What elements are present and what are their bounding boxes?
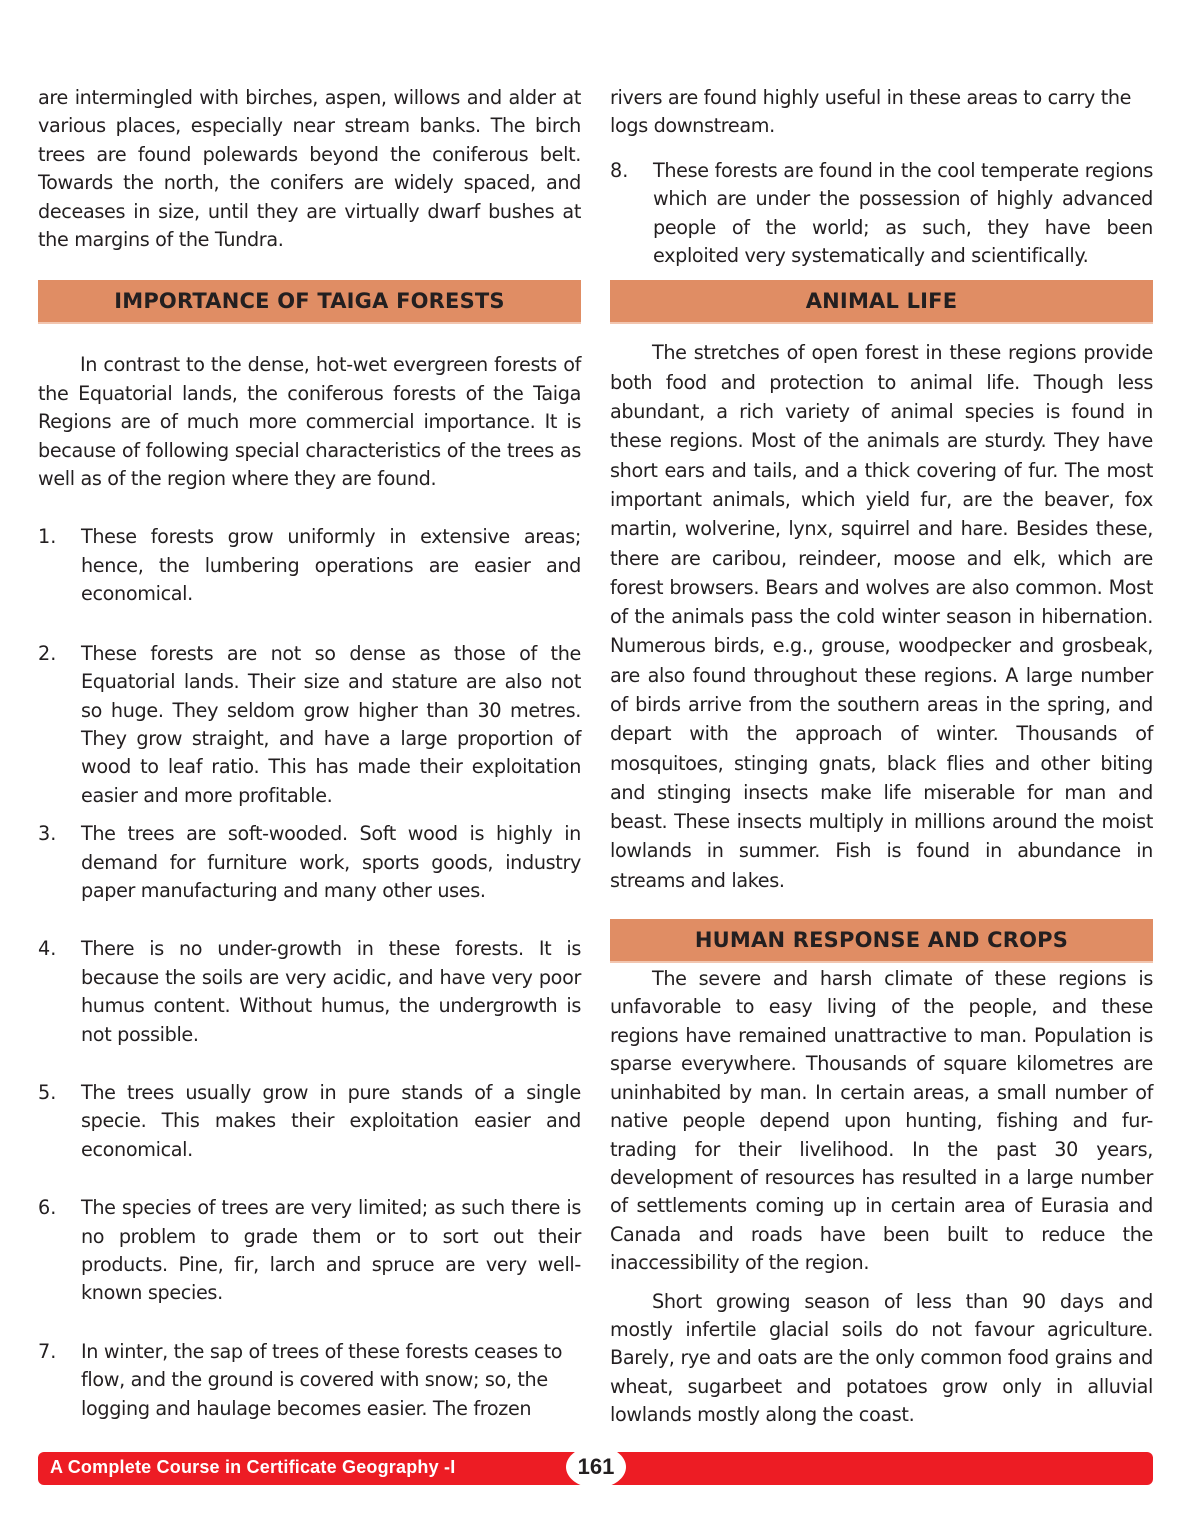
list-text: These forests are found in the cool temperate regions which are under the possession of highly advanced people of the world; as such, they have been exploited very systematically and scientifically. — [653, 158, 1153, 268]
list-item — [38, 1338, 581, 1423]
list-number: 1. — [38, 525, 57, 549]
book-title: A Complete Course in Certificate Geography -I — [50, 1457, 456, 1477]
list-number: 3. — [38, 822, 57, 846]
section-heading-text: ANIMAL LIFE — [805, 289, 958, 314]
list-text: The trees usually grow in pure stands of a single specie. This makes their exploitation easier and economical. — [81, 1080, 581, 1161]
section-heading-text: HUMAN RESPONSE AND CROPS — [694, 928, 1069, 953]
right-column — [610, 84, 1153, 1430]
list-number: 5. — [38, 1080, 57, 1104]
list-item — [610, 157, 1153, 271]
page-number: 161 — [566, 1446, 626, 1488]
list-text: The trees are soft-wooded. Soft wood is highly in demand for furniture work, sports goods, industry paper manufacturing and many other uses. — [81, 822, 581, 902]
animal-life-paragraph: The stretches of open forest in these regions provide both food and protection to animal life. Though less abundant, a rich variety of animal species is found in these regions. Most of the animals are sturdy. They have short ears and tails, and a thick covering of fur. The most important animals, which yield fur, are the beaver, fox martin, wolverine, lynx, squirrel and hare. Besides these, there are caribou, reindeer, moose and elk, which are forest browsers. Bears and wolves are also common. Most of the animals pass the cold winter season in hibernation. Numerous birds, e.g., grouse, woodpecker and grosbeak, are also found throughout these regions. A large number of birds arrive from the southern areas in the spring, and depart with the approach of winter. Thousands of mosquitoes, stinging gnats, black flies and other biting and stinging insects make life miserable for man and beast. These insects multiply in millions around the moist lowlands in summer. Fish is found in abundance in streams and lakes. — [610, 341, 1153, 892]
list-number: 6. — [38, 1196, 57, 1220]
list-item — [38, 820, 581, 905]
list-text: There is no under-growth in these forests. It is because the soils are very acidic, and have very poor humus content. Without humus, the undergrowth is not possible. — [81, 937, 581, 1046]
list-number: 7. — [38, 1339, 57, 1363]
section-heading-human-response — [610, 919, 1153, 963]
list-item — [38, 1194, 581, 1308]
list-number: 2. — [38, 641, 57, 665]
importance-paragraph: In contrast to the dense, hot-wet evergreen forests of the Equatorial lands, the coniferous forests of the Taiga Regions are of much more commercial importance. It is because of following special characteristics of the trees as well as of the region where they are found. — [38, 353, 581, 491]
list-text: In winter, the sap of trees of these forests ceases to flow, and the ground is covered with snow; so, the logging and haulage becomes easier. The frozen — [81, 1339, 563, 1420]
list-item — [38, 640, 581, 810]
list-text: The species of trees are very limited; as such there is no problem to grade them or to sort out their products. Pine, fir, larch and spruce are very well-known species. — [81, 1196, 581, 1305]
list-number: 8. — [610, 158, 629, 182]
list-number: 4. — [38, 937, 57, 961]
human-response-paragraph-1: The severe and harsh climate of these regions is unfavorable to easy living of the people, and these regions have remained unattractive to man. Population is sparse everywhere. Thousands of square kilometres are uninhabited by man. In certain areas, a small number of native people depend upon hunting, fishing and fur-trading for their livelihood. In the past 30 years, development of resources has resulted in a large number of settlements coming up in certain area of Eurasia and Canada and roads have been built to reduce the inaccessibility of the region. — [610, 967, 1153, 1275]
list-text: These forests grow uniformly in extensive areas; hence, the lumbering operations are easier and economical. — [81, 525, 581, 606]
list-item — [38, 935, 581, 1049]
page-footer — [38, 1452, 1153, 1485]
human-response-paragraph-2: Short growing season of less than 90 days and mostly infertile glacial soils do not favour agriculture. Barely, rye and oats are the only common food grains and wheat, sugarbeet and potatoes grow only in alluvial lowlands mostly along the coast. — [610, 1289, 1153, 1427]
section-heading-animal-life — [610, 280, 1153, 324]
list-item — [38, 1079, 581, 1164]
left-column — [38, 84, 581, 1423]
section-heading-importance — [38, 280, 581, 324]
intro-paragraph: are intermingled with birches, aspen, willows and alder at various places, especially near stream banks. The birch trees are found polewards beyond the coniferous belt. Towards the north, the conifers are widely spaced, and deceases in size, until they are virtually dwarf bushes at the margins of the Tundra. — [38, 86, 581, 252]
list-text: These forests are not so dense as those of the Equatorial lands. Their size and stature are also not so huge. They seldom grow higher than 30 metres. They grow straight, and have a large proportion of wood to leaf ratio. This has made their exploitation easier and more profitable. — [81, 641, 581, 807]
list-item — [38, 523, 581, 608]
section-heading-text: IMPORTANCE OF TAIGA FORESTS — [114, 289, 505, 314]
continuation-paragraph: rivers are found highly useful in these areas to carry the logs downstream. — [610, 86, 1132, 138]
